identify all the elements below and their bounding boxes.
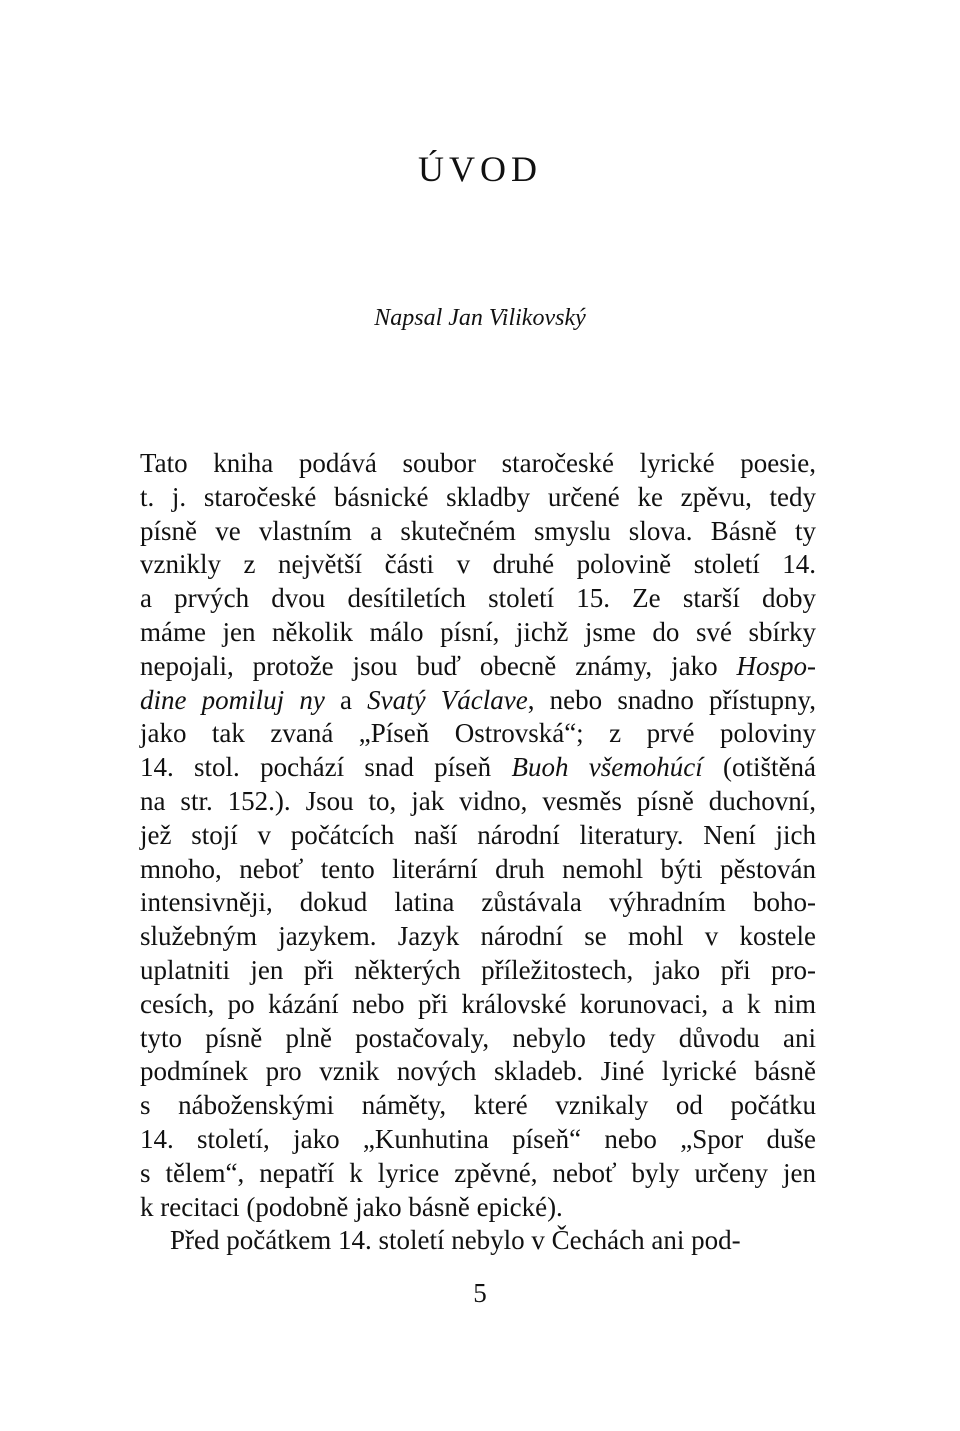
text-line	[140, 1224, 816, 1258]
text-line	[140, 582, 816, 616]
text-line	[140, 751, 816, 785]
text-line	[140, 988, 816, 1022]
text-segment: tyto písně plně postačovaly, nebylo tedy důvodu ani	[140, 1022, 816, 1053]
text-segment: vznikly z největší části v druhé polovině století 14.	[140, 549, 816, 580]
chapter-title: ÚVOD	[418, 149, 542, 189]
text-line	[140, 1191, 816, 1225]
text-segment: jež stojí v počátcích naší národní literatury. Není jich	[140, 819, 816, 850]
text-line	[140, 548, 816, 582]
text-segment: a	[324, 684, 368, 715]
italic-title: dine pomiluj ny	[140, 684, 325, 715]
text-segment: uplatniti jen při některých příležitostech, jako při pro-	[140, 954, 816, 985]
text-segment: , nebo snadno přístupny,	[527, 684, 816, 715]
text-line	[140, 819, 816, 853]
text-segment: s tělem“, nepatří k lyrice zpěvné, neboť byly určeny jen	[140, 1157, 816, 1188]
text-line	[140, 954, 816, 988]
italic-title: Buoh všemohúcí	[511, 752, 703, 783]
paragraph	[140, 447, 816, 1224]
italic-title: Svatý Václave	[367, 684, 528, 715]
text-segment: nepojali, protože jsou buď obecně známy, jako	[140, 650, 737, 681]
text-line	[140, 481, 816, 515]
text-line	[140, 1123, 816, 1157]
text-line	[140, 1157, 816, 1191]
page-number: 5	[473, 1278, 487, 1308]
text-segment: podmínek pro vznik nových skladeb. Jiné lyrické básně	[140, 1056, 816, 1087]
text-segment: na str. 152.). Jsou to, jak vidno, vesměs písně duchovní,	[140, 785, 816, 816]
text-segment: 14. století, jako „Kunhutina píseň“ nebo „Spor duše	[140, 1123, 816, 1154]
text-segment: jako tak zvaná „Píseň Ostrovská“; z prvé poloviny	[140, 718, 816, 749]
paragraph	[140, 1224, 816, 1258]
text-segment: písně ve vlastním a skutečném smyslu slova. Básně ty	[140, 515, 816, 546]
text-segment: 14. stol. pochází snad píseň	[140, 752, 512, 783]
italic-title: Hospo-	[736, 650, 816, 681]
text-segment: t. j. staročeské básnické skladby určené ke zpěvu, tedy	[140, 481, 816, 512]
text-line	[140, 717, 816, 751]
text-line	[140, 684, 816, 718]
text-segment: (otištěná	[702, 752, 817, 783]
text-segment: cesích, po kázání nebo při královské korunovaci, a k nim	[140, 988, 816, 1019]
text-segment: intensivněji, dokud latina zůstávala výhradním boho-	[140, 887, 816, 918]
text-line	[140, 785, 816, 819]
text-line	[140, 447, 816, 481]
text-line	[140, 616, 816, 650]
text-segment: máme jen několik málo písní, jichž jsme do své sbírky	[140, 616, 816, 647]
text-segment: k recitaci (podobně jako básně epické).	[140, 1191, 563, 1222]
body-text	[140, 447, 816, 1258]
author-byline: Napsal Jan Vilikovský	[374, 305, 586, 331]
text-segment: Tato kniha podává soubor staročeské lyrické poesie,	[140, 448, 816, 478]
text-line	[140, 1022, 816, 1056]
text-segment: s náboženskými náměty, které vznikaly od počátku	[140, 1090, 816, 1121]
text-line	[140, 1055, 816, 1089]
text-line	[140, 920, 816, 954]
text-line	[140, 1089, 816, 1123]
text-segment: služebným jazykem. Jazyk národní se mohl v kostele	[140, 921, 816, 952]
text-line	[140, 853, 816, 887]
text-segment: a prvých dvou desítiletích století 15. Ze starší doby	[140, 583, 816, 614]
text-line	[140, 515, 816, 549]
text-segment: mnoho, neboť tento literární druh nemohl býti pěstován	[140, 853, 816, 884]
text-line	[140, 650, 816, 684]
text-line	[140, 886, 816, 920]
text-segment: Před počátkem 14. století nebylo v Čechách ani pod-	[170, 1225, 741, 1256]
